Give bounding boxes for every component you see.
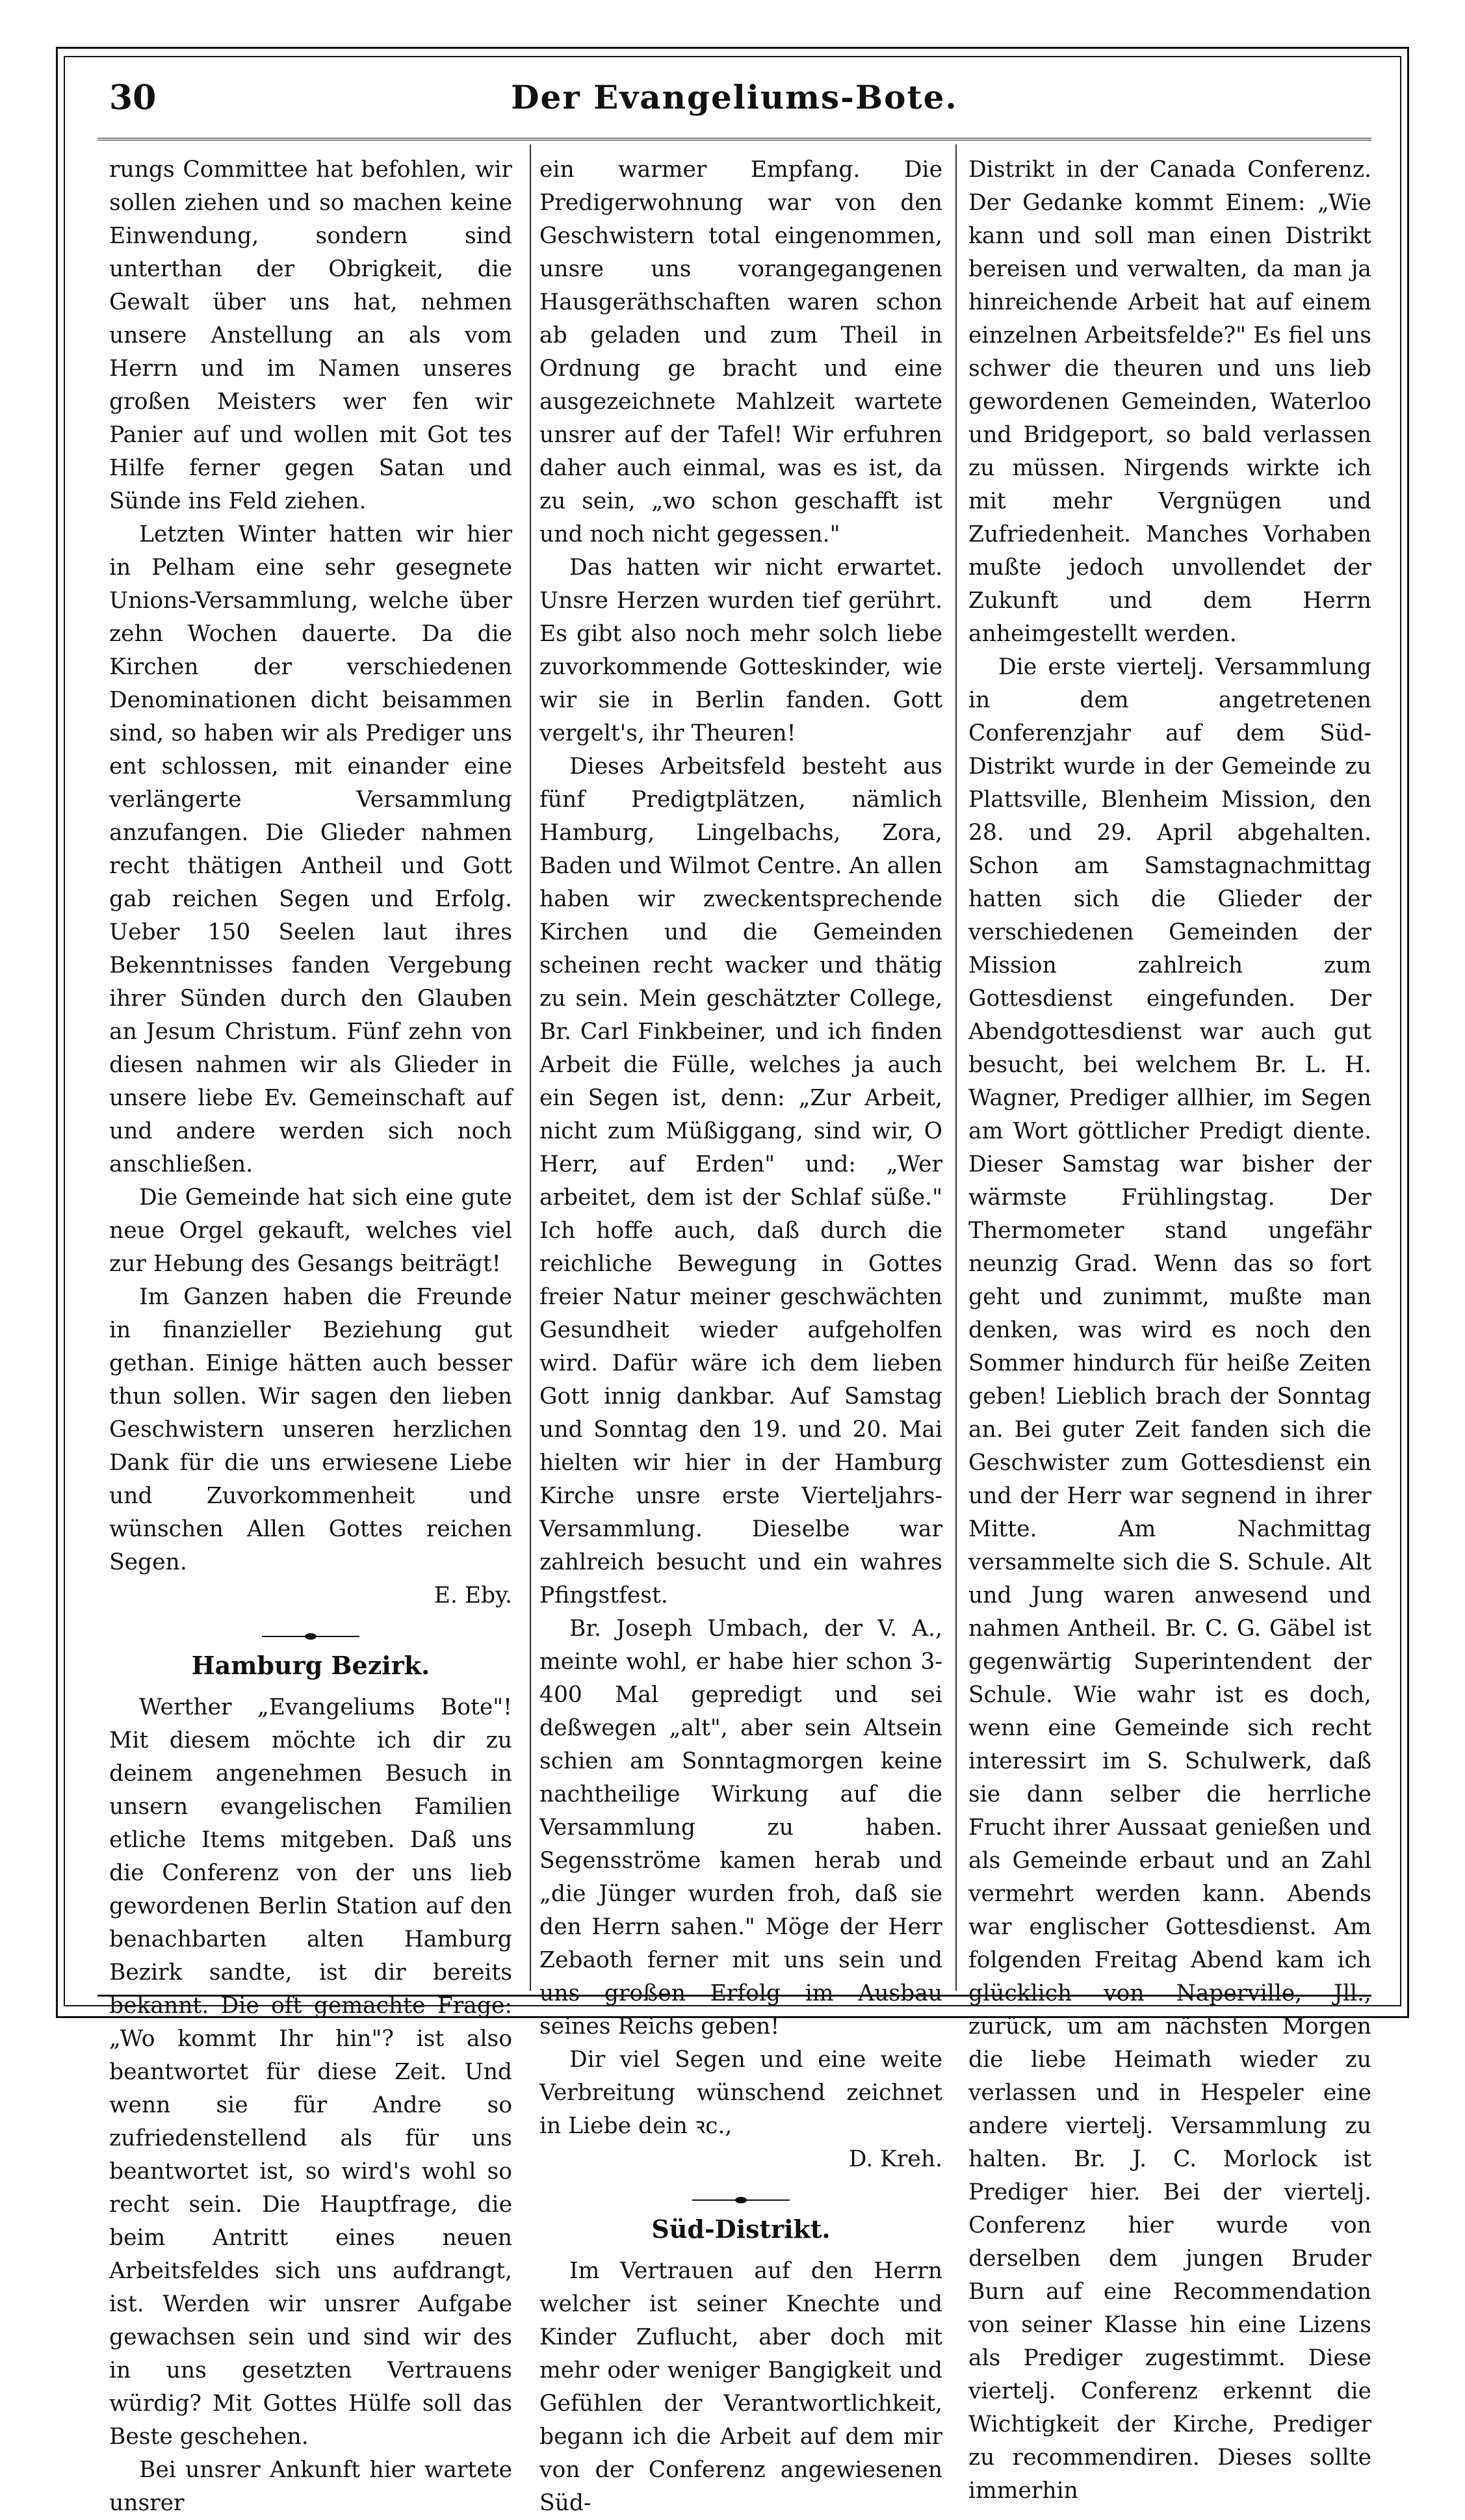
paragraph: Im Vertrauen auf den Herrn welcher ist seiner Knechte und Kinder Zuflucht, aber doch mit mehr oder weniger Bangigkeit und Gefühlen der Verantwortlichkeit, begann ich die Arbeit auf dem mir von der Conferenz angewiesenen Süd- xyxy=(539,2258,942,2516)
section-title: Hamburg Bezirk. xyxy=(191,1651,430,1680)
page-header xyxy=(97,73,1371,131)
paragraph: Im Ganzen haben die Freunde in finanzieller Beziehung gut gethan. Einige hätten auch besser thun sollen. Wir sagen den lieben Geschwistern unseren herzlichen Dank für die uns erwiesene Liebe und Zuvorkommenheit und wünschen Allen Gottes reichen Segen. xyxy=(109,1284,512,1575)
author-signature: E. Eby. xyxy=(434,1582,512,1608)
paragraph: Werther „Evangeliums Bote"! Mit diesem möchte ich dir zu deinem angenehmen Besuch in unsern evangelischen Familien etliche Items mitgeben. Daß uns die Conferenz von der uns lieb gewordenen Berlin Station auf den benachbarten alten Hamburg Bezirk sandte, ist dir bereits bekannt. Die oft gemachte Frage: „Wo kommt Ihr hin"? ist also beantwortet für diese Zeit. Und wenn sie für Andre so zufriedenstellend als für uns beantwortet ist, so wird's wohl so recht sein. Die Hauptfrage, die beim Antritt eines neuen Arbeitsfeldes sich uns aufdrangt, ist. Werden wir unsrer Aufgabe gewachsen sein und sind wir des in uns gesetzten Vertrauens würdig? Mit Gottes Hülfe soll das Beste geschehen. xyxy=(109,1694,512,2450)
paragraph: Distrikt in der Canada Conferenz. Der Gedanke kommt Einem: „Wie kann und soll man einen Distrikt bereisen und verwalten, da man ja hinreichende Arbeit hat auf einem einzelnen Arbeitsfelde?" Es fiel uns schwer die theuren und uns lieb gewordenen Gemeinden, Waterloo und Bridgeport, so bald verlassen zu müssen. Nirgends wirkte ich mit mehr Vergnügen und Zufriedenheit. Manches Vorhaben mußte jedoch unvollendet der Zukunft und dem Herrn anheimgestellt werden. xyxy=(968,157,1371,647)
paragraph: Die erste viertelj. Versammlung in dem angetretenen Conferenzjahr auf dem Süd-Distrikt wurde in der Gemeinde zu Plattsville, Blenheim Mission, den 28. und 29. April abgehalten. Schon am Samstagnachmittag hatten sich die Glieder der verschiedenen Gemeinden der Mission zahlreich zum Gottesdienst eingefunden. Der Abendgottesdienst war auch gut besucht, bei welchem Br. L. H. Wagner, Prediger allhier, im Segen am Wort göttlicher Predigt diente. Dieser Samstag war bisher der wärmste Frühlingstag. Der Thermometer stand ungefähr neunzig Grad. Wenn das so fort geht und zunimmt, mußte man denken, was wird es noch den Sommer hindurch für heiße Zeiten geben! Lieblich brach der Sonntag an. Bei guter Zeit fanden sich die Geschwister zum Gottesdienst ein und der Herr war segnend in ihrer Mitte. Am Nachmittag versammelte sich die S. Schule. Alt und Jung waren anwesend und nahmen Antheil. Br. C. G. Gäbel ist gegenwärtig Superintendent der Schule. Wie wahr ist es doch, wenn eine Gemeinde sich recht interessirt im S. Schulwerk, daß sie dann selber die herrliche Frucht ihrer Aussaat genießen und als Gemeinde erbaut und an Zahl vermehrt werden kann. Abends war englischer Gottesdienst. Am folgenden Freitag Abend kam ich glücklich von Naperville, Jll., zurück, um am nächsten Morgen die liebe Heimath wieder zu verlassen und in Hespeler eine andere viertelj. Versammlung zu halten. Br. J. C. Morlock ist Prediger hier. Bei der viertelj. Conferenz hier wurde von derselben dem jungen Bruder Burn auf eine Recommendation von seiner Klasse hin eine Lizens als Prediger zugestimmt. Diese viertelj. Conferenz erkennt die Wichtigkeit der Kirche, Prediger zu recommendiren. Dieses sollte immerhin xyxy=(968,654,1371,2504)
page-number: 30 xyxy=(109,78,157,118)
paragraph: ein warmer Empfang. Die Predigerwohnung war von den Geschwistern total eingenommen, unsre uns vorangegangenen Hausgeräthschaften waren schon ab geladen und zum Theil in Ordnung ge bracht und eine ausgezeichnete Mahlzeit wartete unsrer auf der Tafel! Wir erfuhren daher auch einmal, was es ist, da zu sein, „wo schon geschafft ist und noch nicht gegessen." xyxy=(539,157,942,547)
paragraph: Letzten Winter hatten wir hier in Pelham eine sehr gesegnete Unions-Versammlung, welche über zehn Wochen dauerte. Da die Kirchen der verschiedenen Denominationen dicht beisammen sind, so haben wir als Prediger uns ent schlossen, mit einander eine verlängerte Versammlung anzufangen. Die Glieder nahmen recht thätigen Antheil und Gott gab reichen Segen und Erfolg. Ueber 150 Seelen laut ihres Bekenntnisses fanden Vergebung ihrer Sünden durch den Glauben an Jesum Christum. Fünf zehn von diesen nahmen wir als Glieder in unsere liebe Ev. Gemeinschaft auf und andere werden sich noch anschließen. xyxy=(109,521,512,1177)
paragraph: Die Gemeinde hat sich eine gute neue Orgel gekauft, welches viel zur Hebung des Gesangs beiträgt! xyxy=(109,1185,512,1277)
section-divider-ornament xyxy=(262,1632,359,1641)
footer-rule xyxy=(97,1995,1371,1997)
column-separator xyxy=(530,144,531,1991)
header-rule xyxy=(97,138,1371,140)
paragraph: Dieses Arbeitsfeld besteht aus fünf Predigtplätzen, nämlich Hamburg, Lingelbachs, Zora, Baden und Wilmot Centre. An allen haben wir zweckentsprechende Kirchen und die Gemeinden scheinen recht wacker und thätig zu sein. Mein geschätzter College, Br. Carl Finkbeiner, und ich finden Arbeit die Fülle, welches ja auch ein Segen ist, denn: „Zur Arbeit, nicht zum Müßiggang, sind wir, O Herr, auf Erden" und: „Wer arbeitet, dem ist der Schlaf süße." Ich hoffe auch, daß durch die reichliche Bewegung in Gottes freier Natur meiner geschwächten Gesundheit wieder aufgeholfen wird. Dafür wäre ich dem lieben Gott innig dankbar. Auf Samstag und Sonntag den 19. und 20. Mai hielten wir hier in der Hamburg Kirche unsre erste Vierteljahrs-Versammlung. Dieselbe war zahlreich besucht und ein wahres Pfingstfest. xyxy=(539,754,942,1608)
paragraph: Bei unsrer Ankunft hier wartete unsrer xyxy=(109,2457,512,2516)
column-middle xyxy=(539,153,942,2516)
author-signature: D. Kreh. xyxy=(848,2146,942,2172)
column-left xyxy=(109,153,512,2516)
column-right xyxy=(968,153,1371,2504)
newspaper-masthead: Der Evangeliums-Bote. xyxy=(511,78,958,116)
section-divider-ornament xyxy=(692,2196,790,2205)
column-separator xyxy=(955,144,957,1991)
section-title: Süd-Distrikt. xyxy=(651,2214,831,2244)
paragraph: Br. Joseph Umbach, der V. A., meinte wohl, er habe hier schon 3-400 Mal gepredigt und sei deßwegen „alt", aber sein Altsein schien am Sonntagmorgen keine nachtheilige Wirkung auf die Versammlung zu haben. Segensströme kamen herab und „die Jünger wurden froh, daß sie den Herrn sahen." Möge der Herr Zebaoth ferner mit uns sein und uns großen Erfolg im Ausbau seines Reichs geben! xyxy=(539,1616,942,2040)
paragraph: Das hatten wir nicht erwartet. Unsre Herzen wurden tief gerührt. Es gibt also noch mehr solch liebe zuvorkommende Gotteskinder, wie wir sie in Berlin fanden. Gott vergelt's, ihr Theuren! xyxy=(539,555,942,746)
paragraph: Dir viel Segen und eine weite Verbreitung wünschend zeichnet in Liebe dein ꝛc., xyxy=(539,2047,942,2139)
paragraph: rungs Committee hat befohlen, wir sollen ziehen und so machen keine Einwendung, sondern sind unterthan der Obrigkeit, die Gewalt über uns hat, nehmen unsere Anstellung an als vom Herrn und im Namen unseres großen Meisters wer fen wir Panier auf und wollen mit Got tes Hilfe ferner gegen Satan und Sünde ins Feld ziehen. xyxy=(109,157,512,514)
